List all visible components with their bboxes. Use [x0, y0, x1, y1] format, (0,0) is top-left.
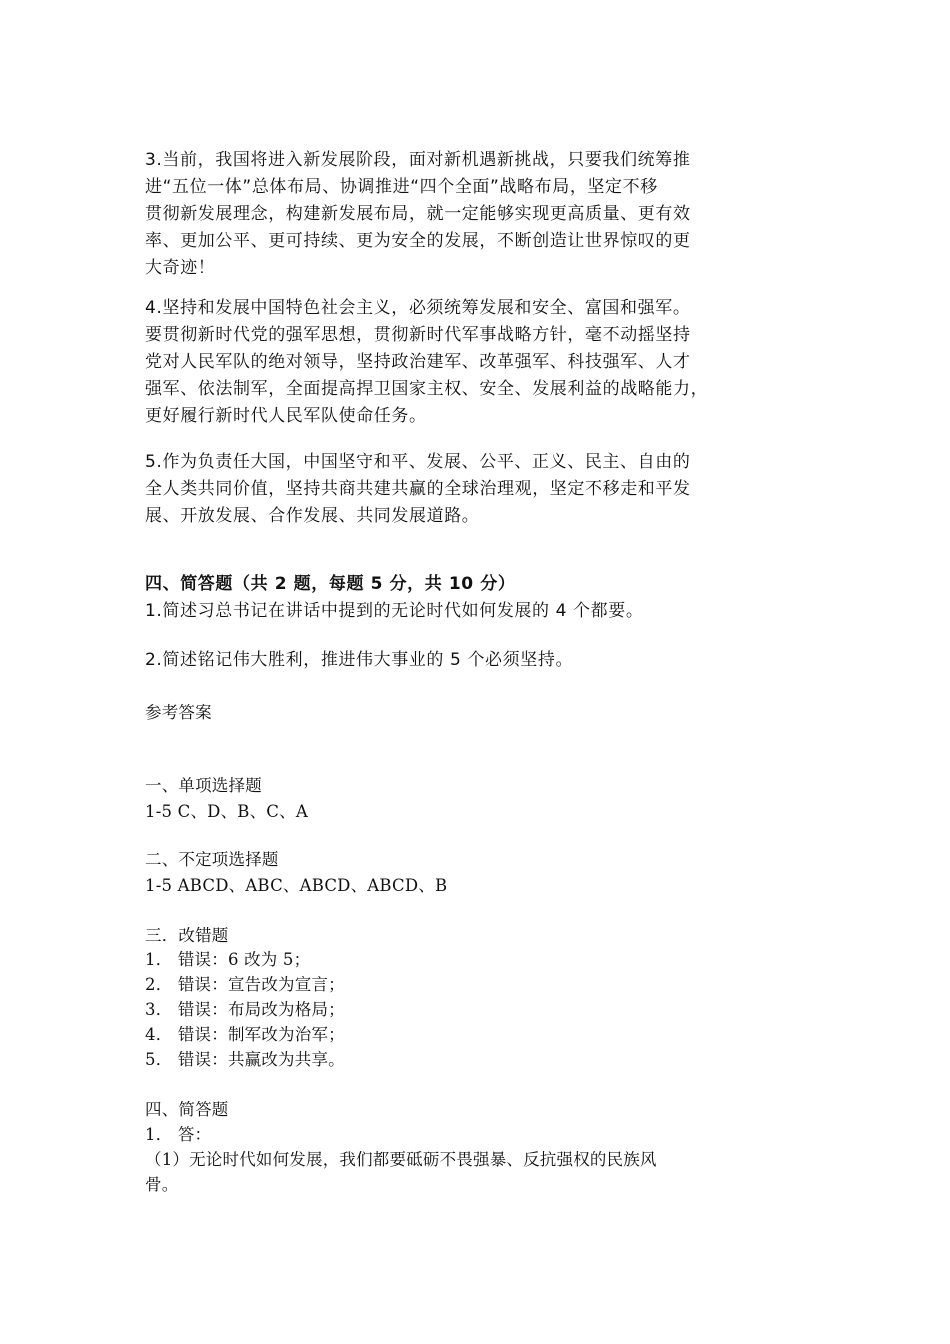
paragraph-line: 大奇迹！: [145, 258, 216, 278]
paragraph-line: 党对人民军队的绝对领导，坚持政治建军、改革强军、科技强军、人才: [145, 352, 691, 372]
short-answer-question-2: 2.简述铭记伟大胜利，推进伟大事业的 5 个必须坚持。: [145, 650, 574, 670]
answers-title: 参考答案: [145, 703, 212, 722]
answer-section-body: 1-5 C、D、B、C、A: [145, 802, 308, 821]
paragraph-line: 贯彻新发展理念，构建新发展布局，就一定能够实现更高质量、更有效: [145, 204, 691, 224]
answer-section-title: 四、简答题: [145, 1100, 229, 1119]
paragraph-line: 率、更加公平、更可持续、更为安全的发展，不断创造让世界惊叹的更: [145, 231, 691, 251]
paragraph-line: 进“五位一体”总体布局、协调推进“四个全面”战略布局，坚定不移: [145, 177, 658, 197]
answer-list-item: 1． 答：: [145, 1125, 212, 1144]
answer-list-item: 4． 错误：制军改为治军；: [145, 1025, 345, 1044]
paragraph-line: 展、开放发展、合作发展、共同发展道路。: [145, 506, 480, 526]
answer-list-item: 2． 错误：宣告改为宣言；: [145, 975, 345, 994]
section-heading: 四、简答题（共 2 题，每题 5 分，共 10 分）: [145, 574, 516, 594]
answer-section-title: 二、不定项选择题: [145, 850, 279, 869]
paragraph-line: 更好履行新时代人民军队使命任务。: [145, 406, 427, 426]
answer-paragraph-line: 骨。: [145, 1175, 179, 1194]
paragraph-line: 强军、依法制军，全面提高捍卫国家主权、安全、发展利益的战略能力，: [145, 379, 709, 399]
short-answer-question-1: 1.简述习总书记在讲话中提到的无论时代如何发展的 4 个都要。: [145, 601, 644, 621]
paragraph-line: 5.作为负责任大国，中国坚守和平、发展、公平、正义、民主、自由的: [145, 452, 691, 472]
answer-list-item: 1． 错误：6 改为 5；: [145, 950, 311, 969]
answer-list-item: 5． 错误：共赢改为共享。: [145, 1050, 345, 1069]
answer-list-item: 3． 错误：布局改为格局；: [145, 1000, 345, 1019]
paragraph-line: 4.坚持和发展中国特色社会主义，必须统筹发展和安全、富国和强军。: [145, 298, 691, 318]
paragraph-line: 要贯彻新时代党的强军思想，贯彻新时代军事战略方针，毫不动摇坚持: [145, 325, 691, 345]
paragraph-line: 全人类共同价值，坚持共商共建共赢的全球治理观，坚定不移走和平发: [145, 479, 691, 499]
paragraph-line: 3.当前，我国将进入新发展阶段，面对新机遇新挑战，只要我们统筹推: [145, 150, 691, 170]
answer-section-title: 一、单项选择题: [145, 776, 262, 795]
answer-paragraph-line: （1）无论时代如何发展，我们都要砥砺不畏强暴、反抗强权的民族风: [145, 1150, 657, 1169]
answer-section-body: 1-5 ABCD、ABC、ABCD、ABCD、B: [145, 876, 448, 895]
answer-section-title: 三．改错题: [145, 926, 229, 945]
